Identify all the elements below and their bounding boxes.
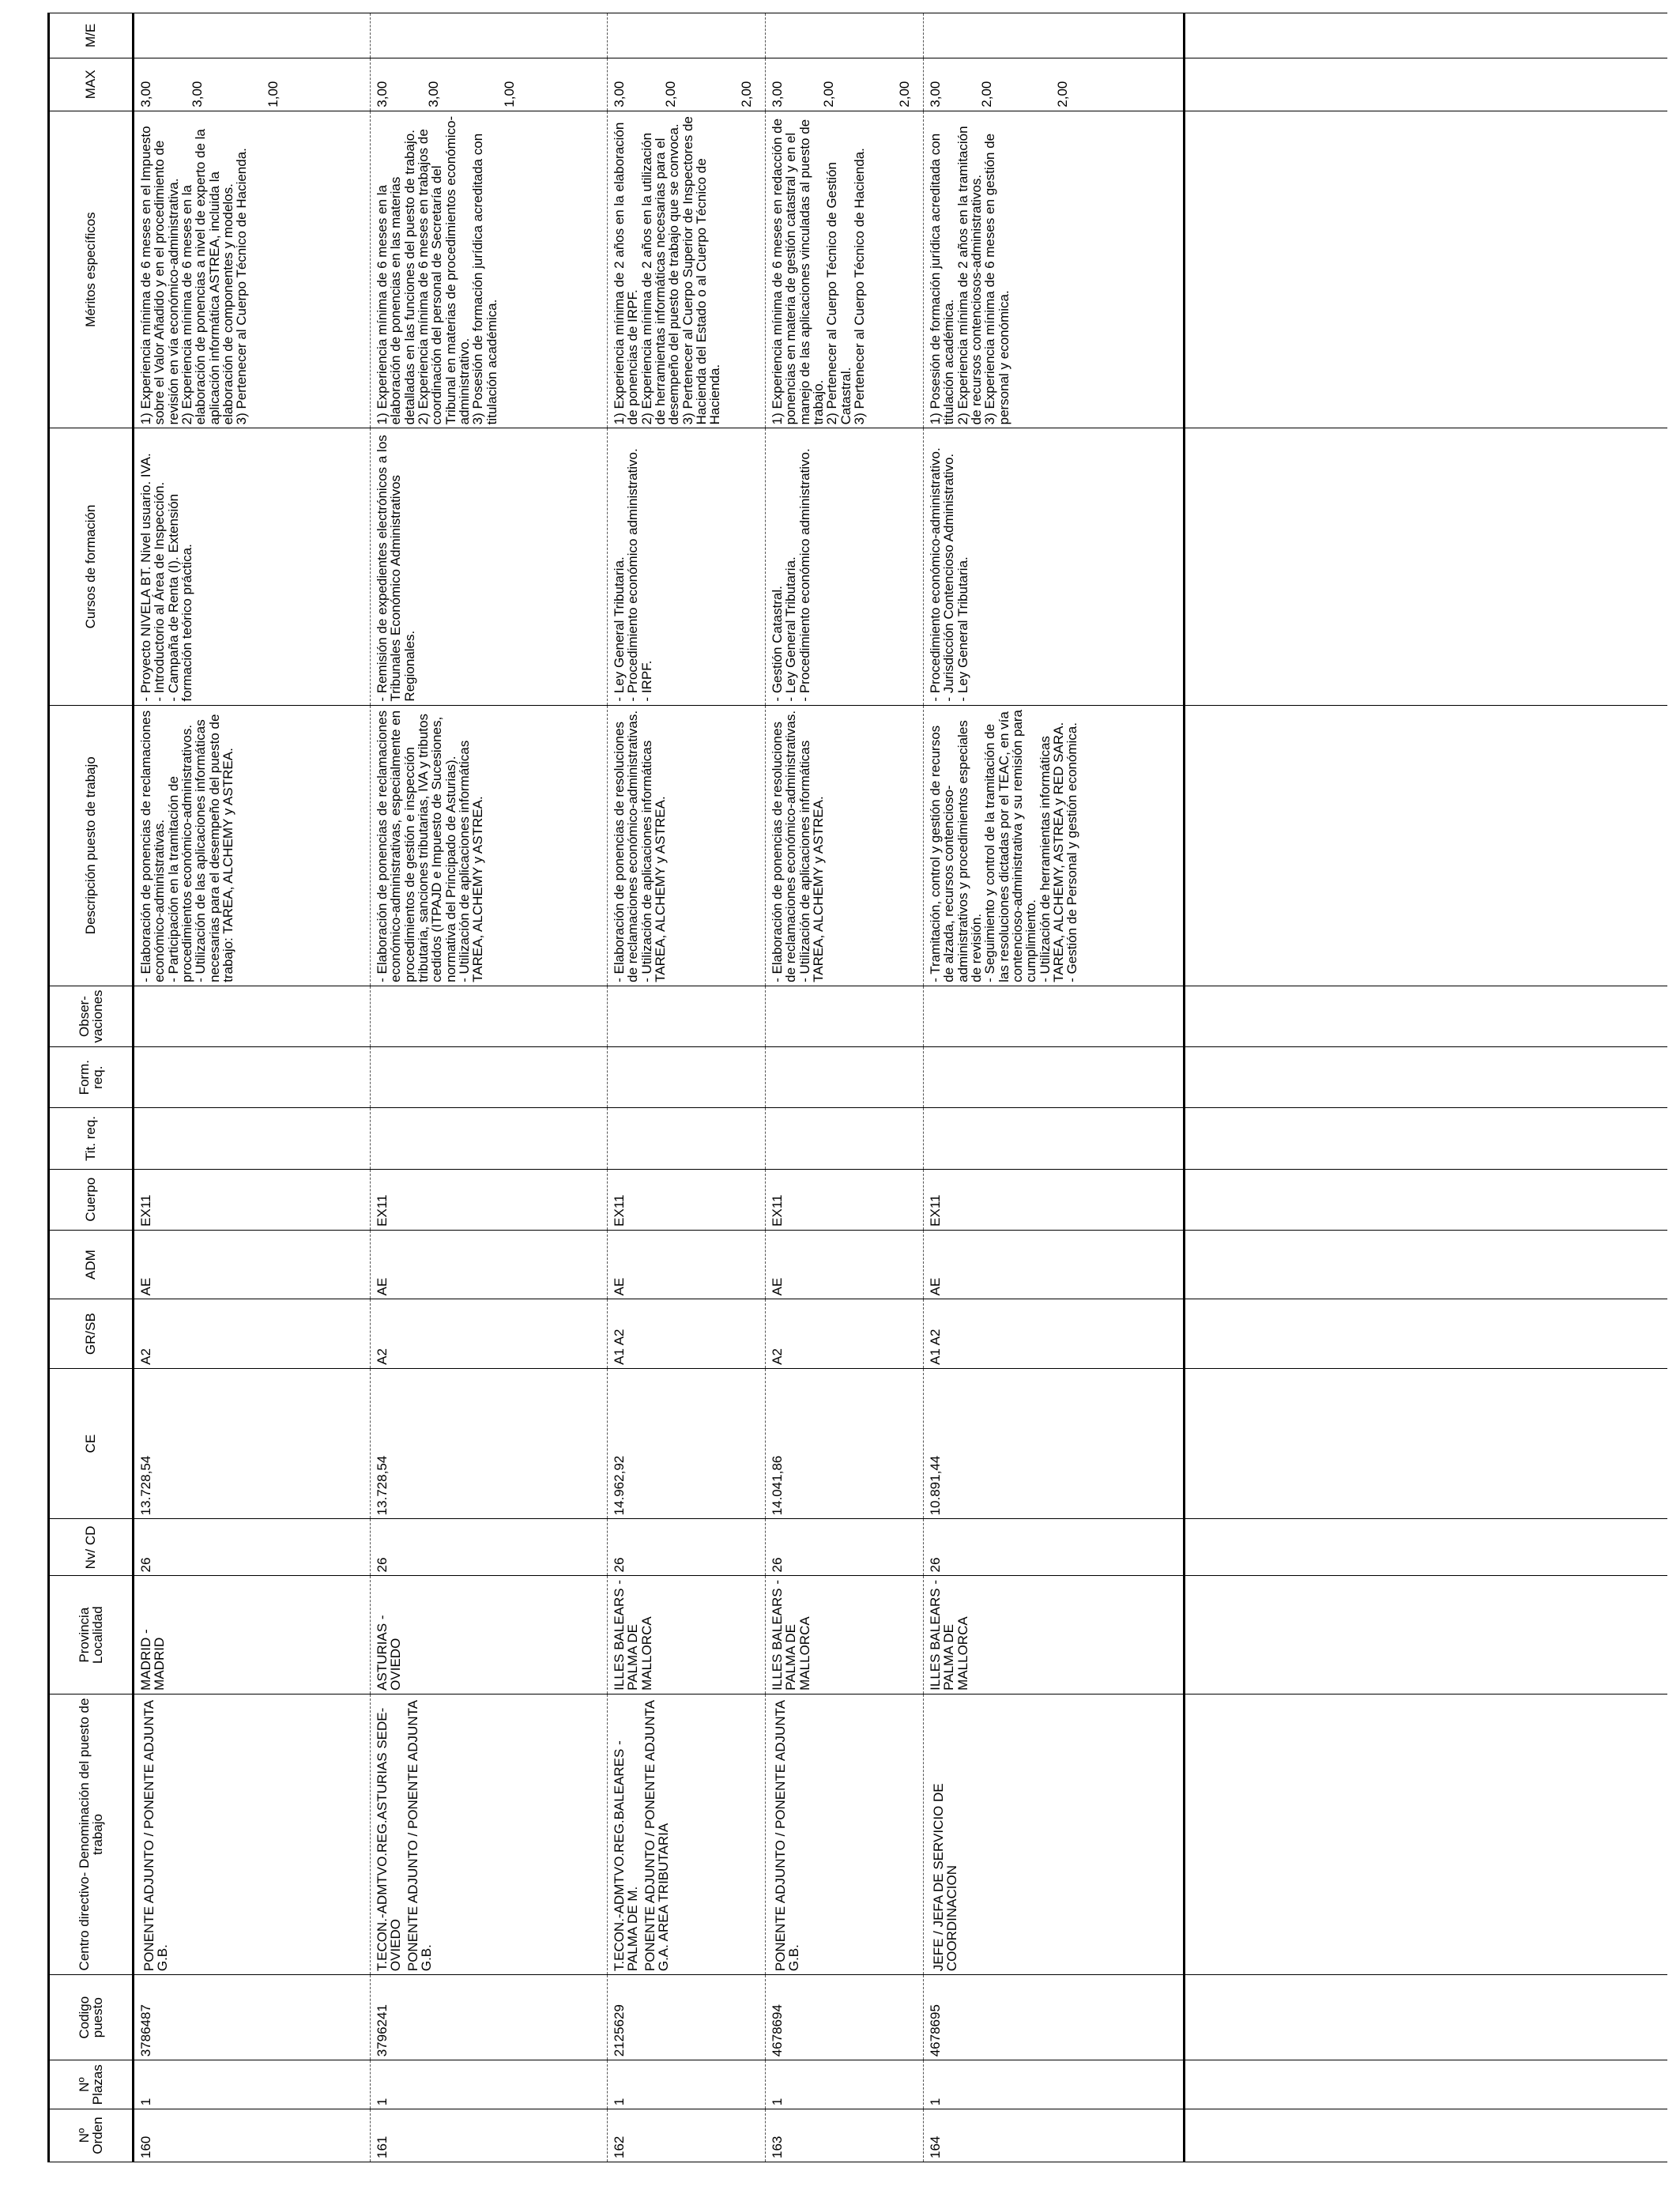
max-value: 1,00 <box>501 81 517 107</box>
cell-centro <box>134 1694 371 1974</box>
cell-adm: AE <box>134 1230 371 1299</box>
cell-nivel: 26 <box>924 1519 1185 1576</box>
denominacion-text: PONENTE ADJUNTO / PONENTE ADJUNTA G.B. <box>141 1700 171 1972</box>
cell-centro <box>608 1694 766 1974</box>
cell-orden: 161 <box>371 2109 608 2162</box>
cell-grupo: A2 <box>766 1299 924 1369</box>
header-meritos: Méritos específicos <box>49 111 134 428</box>
cell-grupo: A1 A2 <box>608 1299 766 1369</box>
max-value: 3,00 <box>138 81 153 107</box>
cell-plazas: 1 <box>371 2060 608 2109</box>
cell-nivel: 26 <box>766 1519 924 1576</box>
cell-me <box>608 13 766 58</box>
merito-item: 2) Experiencia mínima de 2 años en la tramitación de recursos contenciosos-administrativos. <box>955 126 984 425</box>
header-observaciones: Obser- vaciones <box>49 986 134 1046</box>
header-nivel: Nv/ CD <box>49 1519 134 1576</box>
empty-cell <box>1185 1299 1668 1369</box>
cell-formacion-req <box>924 1047 1185 1108</box>
merito-item: 1) Experiencia mínima de 2 años en la elaboración de ponencias de IRPF. <box>612 122 641 425</box>
cell-ce: 10.891,44 <box>924 1368 1185 1519</box>
cell-meritos <box>134 111 371 428</box>
empty-cell <box>1185 986 1668 1046</box>
max-value: 3,00 <box>375 81 390 107</box>
cell-nivel: 26 <box>371 1519 608 1576</box>
cell-me <box>134 13 371 58</box>
cell-provincia: ILLES BALEARS - PALMA DE MALLORCA <box>608 1576 766 1694</box>
cell-descripcion: - Elaboración de ponencias de reclamaciones económico-administrativas, especialmente en procedimientos de gestión e inspección tributaria, sanciones tributarias, IVA y tributos cedidos (ITPAJD e Impuesto de Sucesiones, normativa del Principado de Asturias). - Utilización de aplicaciones informáticas TAREA, ALCHEMY y ASTREA. <box>371 705 608 986</box>
cell-max <box>766 58 924 111</box>
cell-observaciones <box>371 986 608 1046</box>
cell-formacion-req <box>608 1047 766 1108</box>
cell-observaciones <box>608 986 766 1046</box>
cell-titulacion <box>134 1108 371 1169</box>
cell-cuerpo: EX11 <box>766 1169 924 1230</box>
cell-orden: 163 <box>766 2109 924 2162</box>
cell-grupo: A2 <box>371 1299 608 1369</box>
cell-orden: 160 <box>134 2109 371 2162</box>
cell-cursos: - Ley General Tributaria. - Procedimiento económico administrativo. - IRPF. <box>608 428 766 705</box>
table-row <box>924 13 1185 2162</box>
cell-titulacion <box>608 1108 766 1169</box>
cell-descripcion: - Elaboración de ponencias de reclamaciones económico-administrativas. - Participación en la tramitación de procedimientos económico-administrativos. - Utilización de las aplicaciones informáticas necesarias para el desempeño del puesto de trabajo: TAREA, ALCHEMY y ASTREA. <box>134 705 371 986</box>
cell-cuerpo: EX11 <box>134 1169 371 1230</box>
cell-titulacion <box>371 1108 608 1169</box>
cell-meritos <box>924 111 1185 428</box>
max-value: 3,00 <box>770 81 785 107</box>
empty-cell <box>1185 1047 1668 1108</box>
cell-codigo: 4678695 <box>924 1975 1185 2060</box>
cell-me <box>924 13 1185 58</box>
cell-adm: AE <box>766 1230 924 1299</box>
cell-descripcion: - Tramitación, control y gestión de recursos de alzada, recursos contencioso-administrativos y procedimientos especiales de revisión. - Seguimiento y control de la tramitación de las resoluciones dictadas por el TEAC, en vía contencioso-administrativa y su remisión para cumplimiento. - Utilización de herramientas informáticas TAREA, ALCHEMY, ASTREA y RED SARA. - Gestión de Personal y gestión económica. <box>924 705 1185 986</box>
cell-provincia: ILLES BALEARS - PALMA DE MALLORCA <box>766 1576 924 1694</box>
cell-plazas: 1 <box>766 2060 924 2109</box>
cell-codigo: 2125629 <box>608 1975 766 2060</box>
cell-centro <box>924 1694 1185 1974</box>
merito-item: 2) Experiencia mínima de 2 años en la utilización de herramientas informáticas necesarias para el desempeño del puesto de trabajo que se convoca. <box>638 123 682 425</box>
cell-formacion-req <box>371 1047 608 1108</box>
cell-max <box>371 58 608 111</box>
max-value: 3,00 <box>612 81 627 107</box>
cell-max <box>608 58 766 111</box>
cell-formacion-req <box>134 1047 371 1108</box>
cell-observaciones <box>134 986 371 1046</box>
empty-cell <box>1185 2060 1668 2109</box>
header-codigo: Codigo puesto <box>49 1975 134 2060</box>
cell-plazas: 1 <box>134 2060 371 2109</box>
cell-cuerpo: EX11 <box>924 1169 1185 1230</box>
empty-cell <box>1185 1576 1668 1694</box>
centro-directivo-heading: T.ECON.-ADMTVO.REG.BALEARES -PALMA DE M. <box>612 1740 641 1972</box>
denominacion-text: PONENTE ADJUNTO / PONENTE ADJUNTA G.B. <box>773 1700 802 1972</box>
empty-cell <box>1185 1169 1668 1230</box>
cell-ce: 13.728,54 <box>134 1368 371 1519</box>
cell-cursos: - Procedimiento económico-administrativo. - Jurisdicción Contencioso Administrativo. - Ley General Tributaria. <box>924 428 1185 705</box>
empty-cell <box>1185 2109 1668 2162</box>
header-centro: Centro directivo- Denominación del puesto de trabajo <box>49 1694 134 1974</box>
header-orden: Nº Orden <box>49 2109 134 2162</box>
empty-cell <box>1185 1519 1668 1576</box>
header-grupo: GR/SB <box>49 1299 134 1369</box>
job-positions-table <box>47 13 1667 2162</box>
header-cursos: Cursos de formación <box>49 428 134 705</box>
header-descripcion: Descripción puesto de trabajo <box>49 705 134 986</box>
cell-plazas: 1 <box>608 2060 766 2109</box>
header-me: M/E <box>49 13 134 58</box>
merito-item: 3) Pertenecer al Cuerpo Superior de Inspectores de Hacienda del Estado o al Cuerpo Técnico de Hacienda. <box>680 116 723 425</box>
empty-cell <box>1185 1230 1668 1299</box>
cell-grupo: A1 A2 <box>924 1299 1185 1369</box>
denominacion-text: PONENTE ADJUNTO / PONENTE ADJUNTA G.B. <box>405 1700 434 1972</box>
cell-observaciones <box>924 986 1185 1046</box>
table-body <box>134 13 1668 2162</box>
header-provincia: Provincia Localidad <box>49 1576 134 1694</box>
header-plazas: Nº Plazas <box>49 2060 134 2109</box>
cell-max <box>924 58 1185 111</box>
cell-orden: 164 <box>924 2109 1185 2162</box>
cell-plazas: 1 <box>924 2060 1185 2109</box>
merito-item: 2) Pertenecer al Cuerpo Técnico de Gestión Catastral. <box>824 162 853 425</box>
max-value: 2,00 <box>821 81 837 107</box>
merito-item: 2) Experiencia mínima de 6 meses en la elaboración de ponencias a nivel de experto de la aplicación informática ASTREA, incluida la elaboración de componentes y modelos. <box>179 129 235 425</box>
empty-cell <box>1185 1368 1668 1519</box>
cell-provincia: ASTURIAS - OVIEDO <box>371 1576 608 1694</box>
empty-cell <box>1185 111 1668 428</box>
cell-descripcion: - Elaboración de ponencias de resoluciones de reclamaciones económico-administrativas. - Utilización de aplicaciones informáticas TAREA, ALCHEMY y ASTREA. <box>766 705 924 986</box>
cell-cursos: - Gestión Catastral. - Ley General Tributaria. - Procedimiento económico administrativo. <box>766 428 924 705</box>
cell-cuerpo: EX11 <box>608 1169 766 1230</box>
empty-cell <box>1185 1108 1668 1169</box>
merito-item: 2) Experiencia mínima de 6 meses en trabajos de coordinación del personal de Secretaría del Tribunal en materias de procedimientos económico-administrativo. <box>415 115 472 425</box>
cell-cuerpo: EX11 <box>371 1169 608 1230</box>
header-max: MAX <box>49 58 134 111</box>
max-value: 2,00 <box>738 81 754 107</box>
cell-meritos <box>608 111 766 428</box>
cell-titulacion <box>924 1108 1185 1169</box>
header-row <box>49 13 134 2162</box>
max-value: 2,00 <box>663 81 679 107</box>
empty-cell <box>1185 705 1668 986</box>
cell-centro <box>371 1694 608 1974</box>
filler-row <box>1185 13 1668 2162</box>
max-value: 2,00 <box>896 81 912 107</box>
header-formacion-req: Form. req. <box>49 1047 134 1108</box>
cell-me <box>371 13 608 58</box>
max-value: 1,00 <box>265 81 281 107</box>
max-value: 3,00 <box>928 81 943 107</box>
cell-codigo: 3796241 <box>371 1975 608 2060</box>
denominacion-text: JEFE / JEFA DE SERVICIO DE COORDINACION <box>931 1783 960 1972</box>
cell-meritos <box>766 111 924 428</box>
empty-cell <box>1185 13 1668 58</box>
cell-nivel: 26 <box>134 1519 371 1576</box>
merito-item: 1) Experiencia mínima de 6 meses en la elaboración de ponencias en las materias detalladas en las funciones del puesto de trabajo. <box>375 130 417 425</box>
cell-formacion-req <box>766 1047 924 1108</box>
table-row <box>766 13 924 2162</box>
empty-cell <box>1185 428 1668 705</box>
cell-provincia: ILLES BALEARS - PALMA DE MALLORCA <box>924 1576 1185 1694</box>
cell-orden: 162 <box>608 2109 766 2162</box>
cell-adm: AE <box>608 1230 766 1299</box>
merito-item: 1) Posesión de formación jurídica acreditada con titulación académica. <box>928 133 957 425</box>
centro-directivo-heading: T.ECON.-ADMTVO.REG.ASTURIAS SEDE-OVIEDO <box>375 1707 404 1972</box>
cell-codigo: 4678694 <box>766 1975 924 2060</box>
max-value: 2,00 <box>1054 81 1070 107</box>
cell-adm: AE <box>371 1230 608 1299</box>
header-cuerpo: Cuerpo <box>49 1169 134 1230</box>
cell-adm: AE <box>924 1230 1185 1299</box>
cell-me <box>766 13 924 58</box>
header-adm: ADM <box>49 1230 134 1299</box>
cell-ce: 13.728,54 <box>371 1368 608 1519</box>
merito-item: 1) Experiencia mínima de 6 meses en redacción de ponencias en materia de gestión catastral y en el manejo de las aplicaciones vinculadas al puesto de trabajo. <box>770 118 826 425</box>
cell-ce: 14.041,86 <box>766 1368 924 1519</box>
table-row <box>371 13 608 2162</box>
cell-meritos <box>371 111 608 428</box>
merito-item: 3) Pertenecer al Cuerpo Técnico de Hacienda. <box>234 148 250 425</box>
cell-observaciones <box>766 986 924 1046</box>
cell-cursos: - Proyecto NIVELA BT. Nivel usuario. IVA. - Introductorio al Área de Inspección. - Campaña de Renta (I). Extensión formación teórico práctica. <box>134 428 371 705</box>
cell-descripcion: - Elaboración de ponencias de resoluciones de reclamaciones económico-administrativas. - Utilización de aplicaciones informáticas TAREA, ALCHEMY y ASTREA. <box>608 705 766 986</box>
merito-item: 1) Experiencia mínima de 6 meses en el Impuesto sobre el Valor Añadido y en el procedimiento de revisión en vía económico-administrativa. <box>138 126 181 425</box>
max-value: 3,00 <box>426 81 442 107</box>
cell-provincia: MADRID - MADRID <box>134 1576 371 1694</box>
cell-grupo: A2 <box>134 1299 371 1369</box>
header-titulacion: Tit. req. <box>49 1108 134 1169</box>
cell-max <box>134 58 371 111</box>
max-value: 2,00 <box>979 81 995 107</box>
cell-ce: 14.962,92 <box>608 1368 766 1519</box>
denominacion-text: PONENTE ADJUNTO / PONENTE ADJUNTA G.A. AREA TRIBUTARIA <box>642 1700 671 1972</box>
cell-nivel: 26 <box>608 1519 766 1576</box>
table-row <box>608 13 766 2162</box>
empty-cell <box>1185 1975 1668 2060</box>
empty-cell <box>1185 1694 1668 1974</box>
table-row <box>134 13 371 2162</box>
merito-item: 3) Experiencia mínima de 6 meses en gestión de personal y económica. <box>982 133 1011 425</box>
cell-cursos: - Remisión de expedientes electrónicos a los Tribunales Económico Administrativos Regionales. <box>371 428 608 705</box>
cell-titulacion <box>766 1108 924 1169</box>
empty-cell <box>1185 58 1668 111</box>
cell-codigo: 3786487 <box>134 1975 371 2060</box>
merito-item: 3) Pertenecer al Cuerpo Técnico de Hacienda. <box>851 148 867 425</box>
max-value: 3,00 <box>190 81 205 107</box>
merito-item: 3) Posesión de formación jurídica acreditada con titulación académica. <box>470 133 499 425</box>
header-ce: CE <box>49 1368 134 1519</box>
cell-centro <box>766 1694 924 1974</box>
